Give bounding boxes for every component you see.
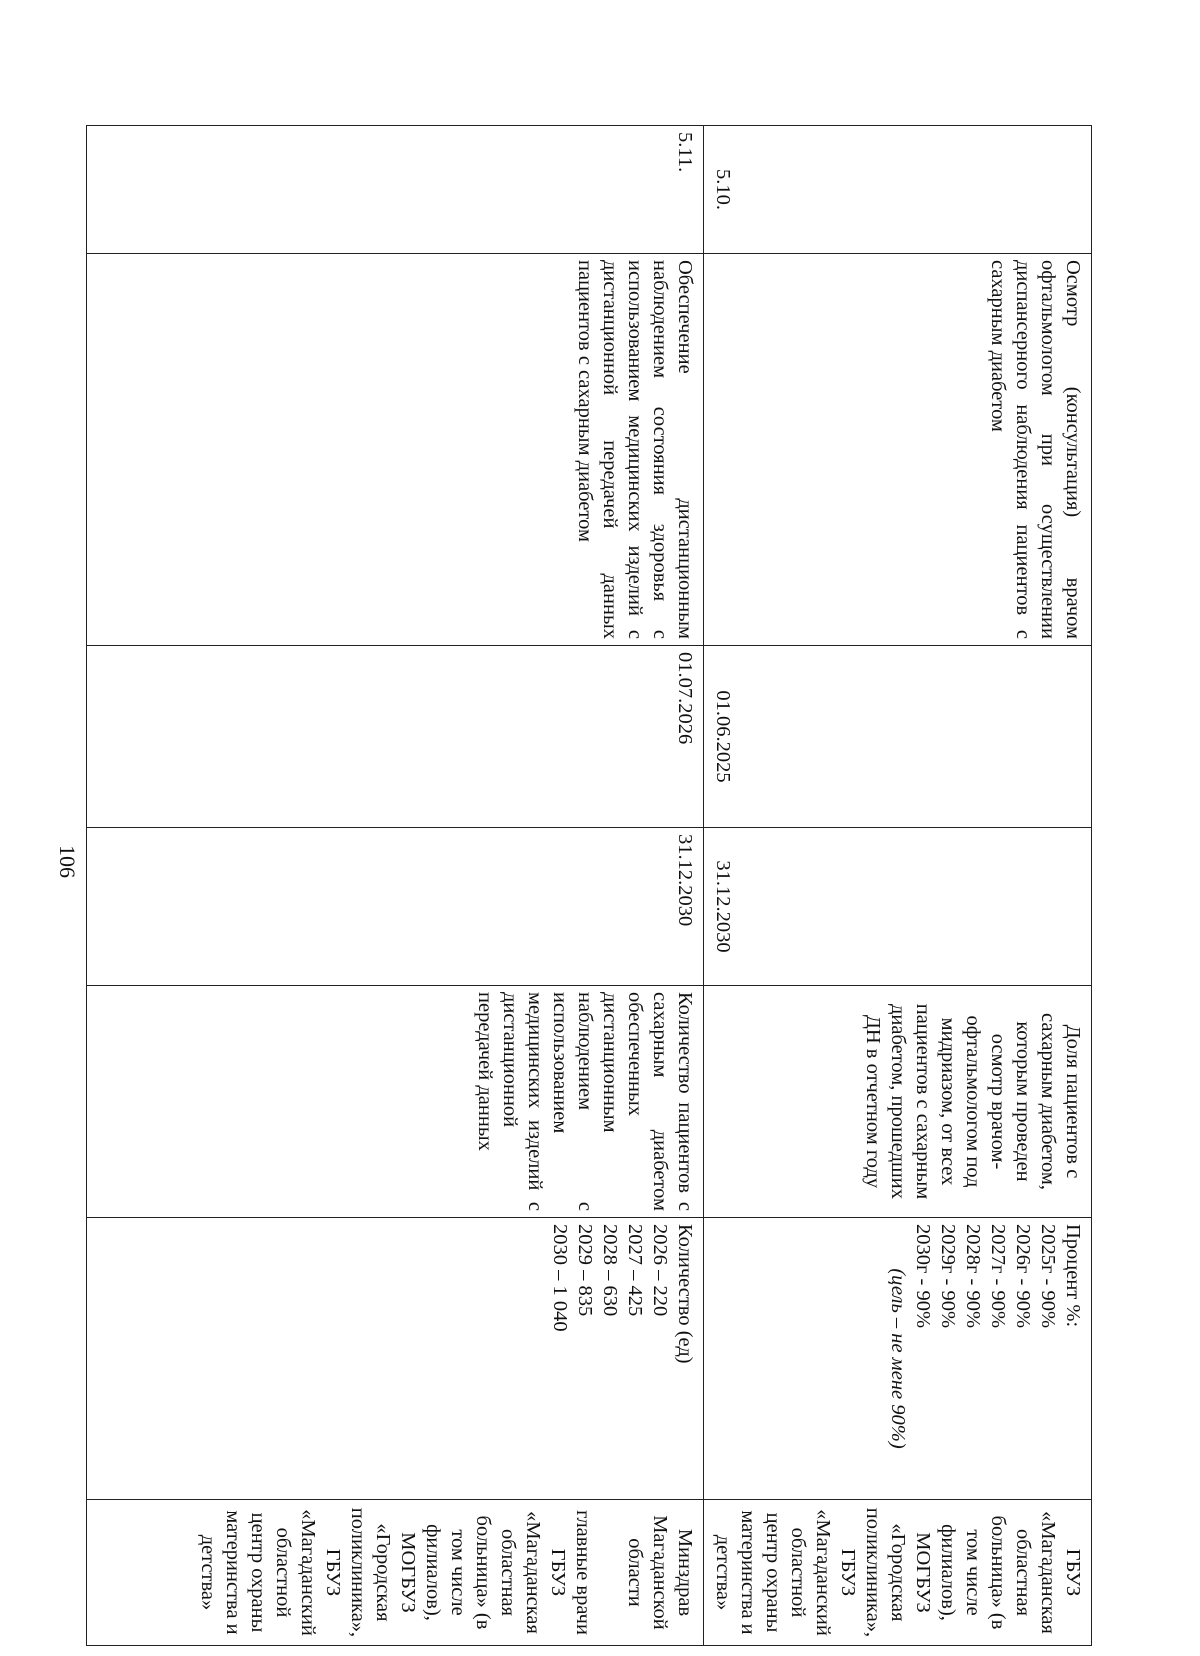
value-line: 2027г - 90%: [987, 1224, 1009, 1329]
action-name: Осмотр (консультация) врачом офтальмологом при осуществлении диспансерного наблюдения пациентов с сахарным диабетом: [704, 254, 1092, 646]
responsible: ГБУЗ «Магаданская областная больница» (в том числе филиалов), МОГБУЗ «Городская поликлиника», ГБУЗ «Магаданский областной центр охраны материнства и детства»: [704, 1500, 1092, 1646]
value-line: 2029 – 835: [574, 1224, 596, 1317]
responsible-head: Минздрав Магаданской области: [624, 1515, 696, 1630]
value-line: 2026 – 220: [649, 1224, 671, 1317]
responsible-body: главные врачи ГБУЗ «Магаданская областная больница» (в том числе филиалов), МОГБУЗ «Городская поликлиника», ГБУЗ «Магаданский областной центр охраны материнства и детства»: [197, 1507, 595, 1638]
value-line: 2030 – 1 040: [549, 1224, 571, 1332]
table-row: [704, 126, 1092, 1646]
value-line: 2028г - 90%: [962, 1224, 984, 1329]
row-number: 5.11.: [87, 126, 704, 254]
value-line: 2028 – 630: [599, 1224, 621, 1317]
value-line: Количество (ед): [674, 1224, 696, 1364]
goal-note: (цель – не мене 90%): [887, 1268, 909, 1449]
indicator: Доля пациентов с сахарным диабетом, которым проведен осмотр врачом-офтальмологом под мидриазом, от всех пациентов с сахарным диабетом, прошедших ДН в отчетном году: [704, 986, 1092, 1218]
action-plan-table-rotated: [142, 125, 1092, 1645]
value-line: 2030г - 90%: [912, 1224, 934, 1329]
start-date: 01.06.2025: [704, 646, 1092, 828]
end-date: 31.12.2030: [87, 828, 704, 986]
value-line: 2026г - 90%: [1012, 1224, 1034, 1329]
table-row: [87, 126, 704, 1646]
responsible: [87, 1500, 704, 1646]
row-number: 5.10.: [704, 126, 1092, 254]
end-date: 31.12.2030: [704, 828, 1092, 986]
value-line: 2027 – 425: [624, 1224, 646, 1317]
action-name: Обеспечение дистанционным наблюдением состояния здоровья с использованием медицинских изделий с дистанционной передачей данных пациентов с сахарным диабетом: [87, 254, 704, 646]
page-number: 106: [55, 845, 80, 878]
value-line: Процент %:: [1062, 1224, 1084, 1328]
action-plan-table: [86, 125, 1092, 1646]
value-line: 2029г - 90%: [937, 1224, 959, 1329]
target-values: [704, 1218, 1092, 1500]
target-values: [87, 1218, 704, 1500]
indicator: Количество пациентов с сахарным диабетом обеспеченных дистанционным наблюдением с использованием медицинских изделий с дистанционной передачей данных: [87, 986, 704, 1218]
spacer: [595, 1506, 622, 1639]
value-line: 2025г - 90%: [1037, 1224, 1059, 1329]
start-date: 01.07.2026: [87, 646, 704, 828]
